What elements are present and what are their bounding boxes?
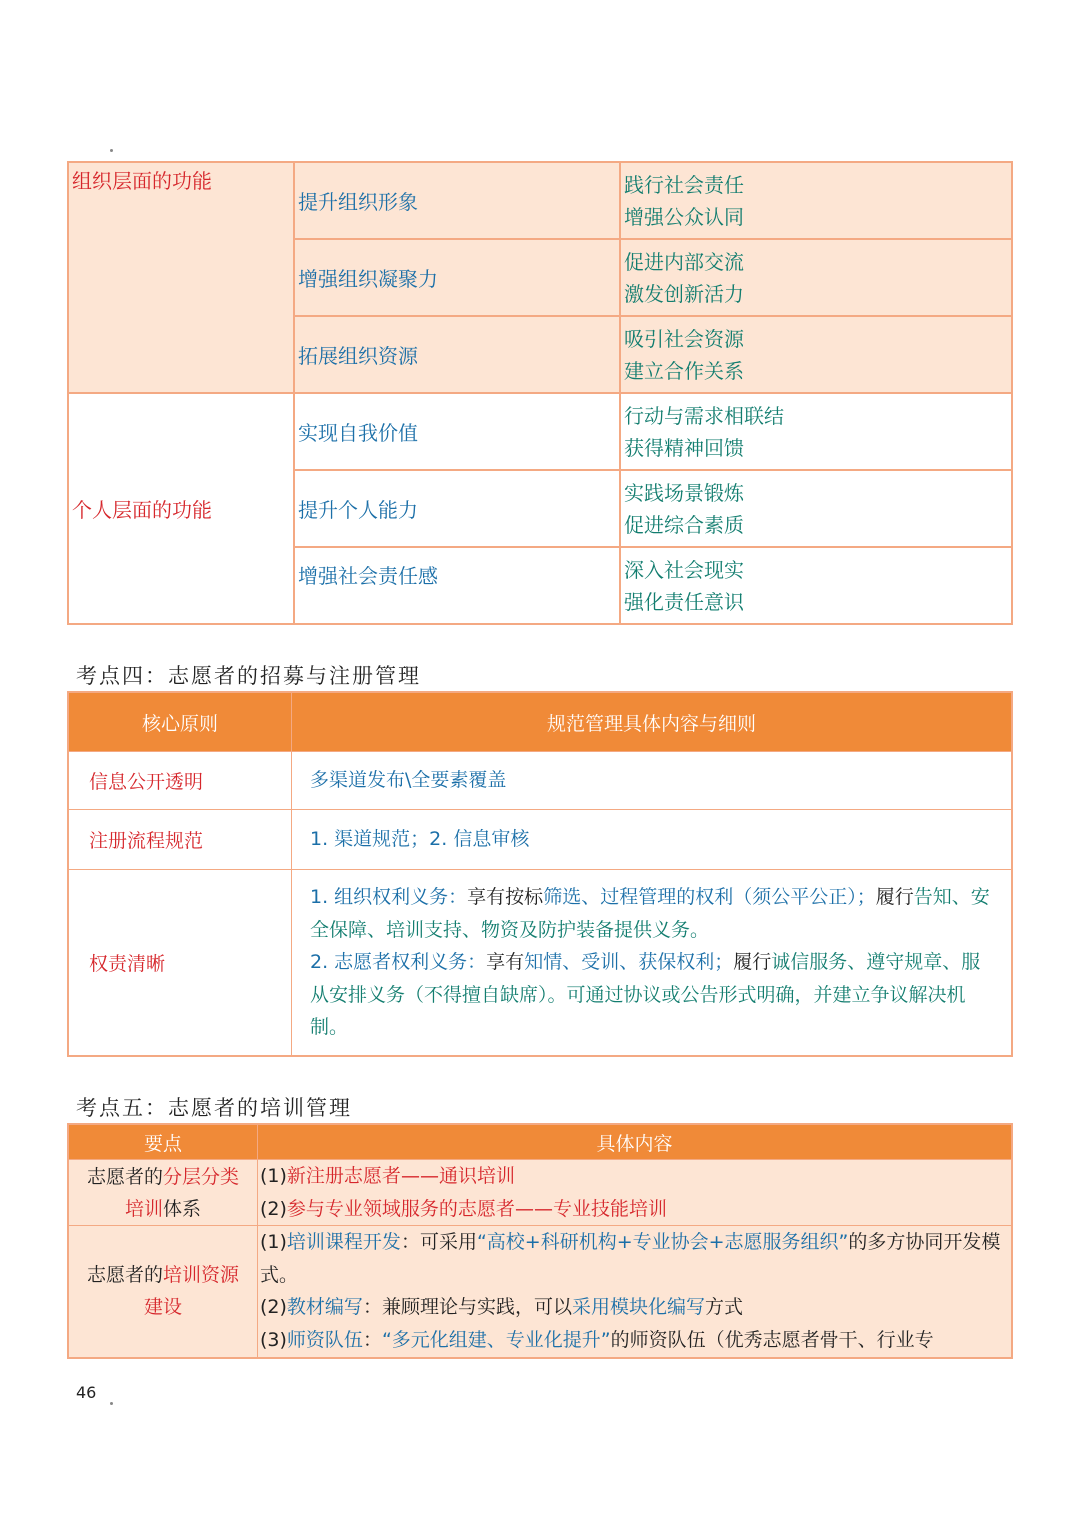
detail-cell: 践行社会责任 增强公众认同	[620, 162, 1012, 239]
page-number: 46	[76, 1383, 97, 1402]
content-cell: 1. 渠道规范；2. 信息审核	[292, 810, 1013, 870]
detail-cell: 吸引社会资源 建立合作关系	[620, 316, 1012, 393]
key-point-cell: 志愿者的分层分类 培训体系	[68, 1160, 258, 1226]
content-cell: (1)培训课程开发：可采用“高校+科研机构+专业协会+志愿服务组织”的多方协同开发模式。 (2)教材编写：兼顾理论与实践，可以采用模块化编写方式 (3)师资队伍：“多元化组建、专业化提升”的师资队伍（优秀志愿者骨干、行业专	[258, 1226, 1013, 1358]
content-cell: 多渠道发布\全要素覆盖	[292, 752, 1013, 810]
content-cell: 1. 组织权利义务：享有按标筛选、过程管理的权利（须公平公正）；履行告知、安全保障、培训支持、物资及防护装备提供义务。 2. 志愿者权利义务：享有知情、受训、获保权利；履行诚信服务、遵守规章、服从安排义务（不得擅自缺席）。可通过协议或公告形式明确，并建立争议解决机制。	[292, 870, 1013, 1056]
detail-cell: 行动与需求相联结 获得精神回馈	[620, 393, 1012, 470]
recruitment-table	[67, 691, 1013, 1057]
principle-cell: 注册流程规范	[68, 810, 292, 870]
column-header: 核心原则	[68, 692, 292, 752]
detail-cell: 实践场景锻炼 促进综合素质	[620, 470, 1012, 547]
group-label-personal: 个人层面的功能	[68, 393, 294, 624]
function-cell: 提升组织形象	[294, 162, 620, 239]
decorative-dot	[110, 1402, 113, 1405]
function-table	[67, 161, 1013, 625]
column-header: 具体内容	[258, 1124, 1013, 1160]
content-cell: (1)新注册志愿者——通识培训 (2)参与专业领域服务的志愿者——专业技能培训	[258, 1160, 1013, 1226]
detail-cell: 深入社会现实 强化责任意识	[620, 547, 1012, 624]
detail-cell: 促进内部交流 激发创新活力	[620, 239, 1012, 316]
training-table	[67, 1123, 1013, 1359]
key-point-cell: 志愿者的培训资源 建设	[68, 1226, 258, 1358]
function-cell: 增强社会责任感	[294, 547, 620, 624]
section5-heading: 考点五：志愿者的培训管理	[76, 1096, 352, 1120]
group-label-org: 组织层面的功能	[68, 162, 294, 393]
column-header: 要点	[68, 1124, 258, 1160]
function-cell: 实现自我价值	[294, 393, 620, 470]
function-cell: 增强组织凝聚力	[294, 239, 620, 316]
function-cell: 拓展组织资源	[294, 316, 620, 393]
column-header: 规范管理具体内容与细则	[292, 692, 1013, 752]
decorative-dot	[110, 149, 113, 152]
section4-heading: 考点四：志愿者的招募与注册管理	[76, 664, 421, 688]
principle-cell: 权责清晰	[68, 870, 292, 1056]
principle-cell: 信息公开透明	[68, 752, 292, 810]
function-cell: 提升个人能力	[294, 470, 620, 547]
